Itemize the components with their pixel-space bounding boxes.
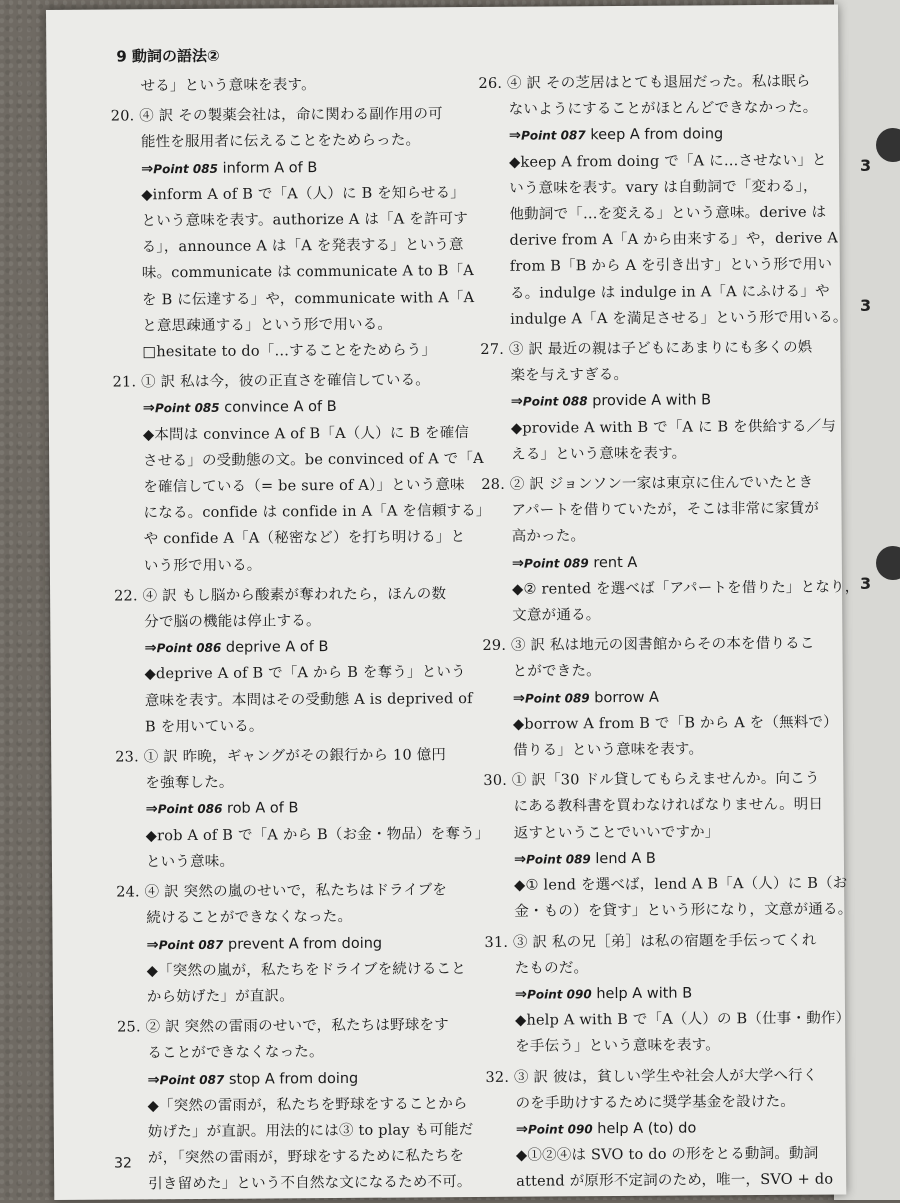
point-label: Point 090 (527, 1122, 593, 1137)
text-line: 分で脳の機能は停止する。 (144, 613, 321, 631)
point-phrase: rent A (593, 554, 638, 571)
explanation-line: や confide A「A（秘密など）を打ち明ける」と (143, 529, 466, 548)
point-phrase: inform A of B (222, 159, 318, 177)
question-line: 26. ④ 訳 その芝居はとても退屈だった。私は眠ら (478, 73, 811, 92)
explanation-line: ◆keep A from doing で「A に…させない」と (509, 152, 827, 171)
arrow-icon: ⇒ (510, 394, 523, 411)
point-phrase: lend A B (595, 850, 656, 868)
point-label: Point 089 (526, 852, 591, 867)
arrow-icon: ⇒ (147, 1071, 160, 1088)
answer-entry (112, 367, 491, 579)
answer-entry (482, 631, 838, 764)
question-line: 24. ④ 訳 突然の嵐のせいで，私たちはドライブを (116, 882, 448, 901)
arrow-icon: ⇒ (512, 690, 526, 707)
explanation-line: ◆「突然の雷雨が，私たちを野球をすることから (147, 1095, 468, 1115)
explanation-line: ◆①②④は SVO to do の形をとる動詞。動詞 (515, 1145, 819, 1164)
question-line: 31. ③ 訳 私の兄［弟］は私の宿題を手伝ってくれ (484, 932, 817, 951)
answer-entry (485, 1062, 834, 1195)
right-column (478, 69, 860, 1200)
grammar-point (483, 683, 823, 712)
grammar-point (482, 548, 822, 577)
point-label: Point 086 (157, 802, 223, 817)
point-label: Point 087 (158, 937, 224, 952)
point-phrase: borrow A (594, 689, 659, 706)
answer-entry (478, 69, 848, 333)
answer-entry (114, 581, 473, 741)
explanation-line: が，「突然の雷雨が，野球をするために私たちを (147, 1148, 465, 1167)
text-line: ないようにすることがほとんどできなかった。 (508, 99, 818, 118)
explanation-line: になる。confide は confide in A「A を信頼する」 (143, 503, 491, 522)
arrow-icon: ⇒ (146, 936, 159, 953)
text-line: たものだ。 (514, 959, 589, 977)
explanation-line: ◆rob A of B で「A から B（お金・物品）を奪う」 (145, 825, 490, 845)
explanation-line: 文意が通る。 (512, 607, 601, 624)
explanation-line: 金・もの）を貸す」という形になり，文意が通る。 (514, 901, 853, 921)
arrow-icon: ⇒ (141, 160, 154, 177)
answer-entry (483, 766, 853, 926)
explanation-line: る」，announce A は「A を発表する」という意 (141, 237, 464, 256)
text-line: 続けることができなくなった。 (146, 909, 353, 927)
arrow-icon: ⇒ (142, 400, 155, 417)
point-label: Point 087 (159, 1072, 225, 1087)
explanation-line: attend が原形不定詞のため，唯一，SVO + do (516, 1171, 834, 1191)
point-label: Point 086 (156, 641, 222, 656)
arrow-icon: ⇒ (513, 851, 527, 868)
point-phrase: provide A with B (592, 392, 712, 410)
adjacent-page-number: 3 (860, 574, 872, 593)
text-line: せる」という意味を表す。 (140, 77, 316, 95)
question-line: 28. ② 訳 ジョンソン一家は東京に住んでいたとき (481, 474, 814, 494)
text-line: 高かった。 (511, 528, 586, 546)
text-line: 楽を与えすぎる。 (510, 367, 629, 384)
grammar-point (113, 394, 453, 423)
explanation-line: を手伝う」という意味を表す。 (515, 1037, 720, 1056)
explanation-line: 借りる」という意味を表す。 (513, 741, 704, 759)
point-label: Point 087 (520, 128, 586, 144)
point-label: Point 089 (524, 690, 590, 706)
explanation-line: させる」の受動態の文。be convinced of A で「A (143, 450, 484, 470)
explanation-line: 意味を表す。本問はその受動態 A is deprived of (144, 690, 473, 709)
grammar-point (479, 121, 819, 150)
explanation-line: derive from A「A から由来する」や，derive A (509, 230, 839, 249)
point-phrase: prevent A from doing (227, 935, 383, 953)
question-line: 30. ① 訳「30 ドル貸してもらえませんか。向こう (483, 770, 820, 790)
text-line: 返すということでいいですか」 (513, 824, 720, 842)
adjacent-page-number: 3 (860, 156, 872, 175)
question-line: 29. ③ 訳 私は地元の図書館からその本を借りるこ (482, 635, 815, 655)
explanation-line: を確信している（= be sure of A）」という意味 (143, 477, 465, 496)
arrow-icon: ⇒ (144, 640, 157, 657)
question-line: 22. ④ 訳 もし脳から酸素が奪われたら，ほんの数 (114, 586, 447, 605)
explanation-line: ◆provide A with B で「A に B を供給する／与 (510, 418, 837, 437)
grammar-point (481, 387, 821, 416)
explanation-line: から妨げた」が直訳。 (146, 988, 294, 1006)
page-number: 32 (113, 1155, 132, 1172)
explanation-line: を B に伝達する」や，communicate with A「A (141, 289, 475, 308)
explanation-line: 他動詞で「…を変える」という意味。derive は (509, 204, 827, 223)
grammar-point (115, 795, 455, 824)
explanation-line: る。indulge は indulge in A「A にふける」や (509, 283, 830, 302)
arrow-icon: ⇒ (511, 555, 525, 572)
text-line: 能性を服用者に伝えることをためらった。 (140, 132, 421, 151)
question-line: 27. ③ 訳 最近の親は子どもにあまりにも多くの娯 (480, 339, 813, 359)
point-label: Point 085 (154, 401, 220, 416)
point-phrase: help A (to) do (597, 1120, 697, 1138)
grammar-point (111, 154, 451, 183)
answer-entry (110, 71, 450, 100)
book-page (46, 4, 860, 1200)
question-line: 32. ③ 訳 彼は，貧しい学生や社会人が大学へ行く (485, 1067, 818, 1086)
point-phrase: stop A from doing (228, 1070, 359, 1088)
text-line: のを手助けするために奨学基金を設けた。 (515, 1093, 796, 1112)
explanation-line: ◆deprive A of B で「A から B を奪う」という (144, 664, 466, 683)
point-label: Point 088 (522, 394, 588, 410)
point-label: Point 085 (153, 161, 218, 176)
grammar-point (484, 844, 824, 873)
explanation-line: B を用いている。 (144, 718, 264, 736)
grammar-point (116, 930, 456, 959)
point-phrase: rob A of B (226, 800, 299, 818)
point-phrase: deprive A of B (225, 639, 329, 657)
question-line: 20. ④ 訳 その製薬会社は，命に関わる副作用の可 (110, 106, 443, 125)
arrow-icon: ⇒ (508, 128, 522, 145)
explanation-line: ◆① lend を選べば，lend A B「A（人）に B（お (514, 875, 848, 894)
explanation-line: という意味。 (145, 853, 235, 871)
question-line: 23. ① 訳 昨晩，ギャングがその銀行から 10 億円 (115, 747, 447, 766)
text-line: アパートを借りていたが，そこは非常に家賃が (511, 500, 820, 520)
text-line: ることができなくなった。 (147, 1044, 324, 1062)
answer-entry (484, 927, 851, 1060)
grammar-point (117, 1065, 457, 1094)
explanation-line: 引き留めた」という不自然な文になるため不可。 (148, 1174, 472, 1193)
answer-entry (117, 1012, 474, 1198)
explanation-line: ◆borrow A from B で「B から A を（無料で） (512, 714, 838, 733)
grammar-point (486, 1115, 826, 1144)
question-line: 25. ② 訳 突然の雷雨のせいで，私たちは野球をす (117, 1017, 449, 1036)
arrow-icon: ⇒ (145, 801, 158, 818)
explanation-line: 妨げた」が直訳。用法的には③ to play も可能だ (147, 1121, 474, 1141)
answer-entry (480, 335, 837, 468)
point-label: Point 089 (523, 555, 589, 571)
point-label: Point 090 (526, 987, 592, 1002)
explanation-line: える」という意味を表す。 (511, 445, 687, 463)
question-line: 21. ① 訳 私は今，彼の正直さを確信している。 (112, 372, 431, 391)
explanation-line: ◆「突然の嵐が，私たちをドライブを続けること (146, 960, 466, 980)
grammar-point (114, 633, 454, 662)
adjacent-page-number: 3 (860, 296, 872, 315)
explanation-line: indulge A「A を満足させる」という形で用いる。 (510, 309, 848, 328)
answer-entry (116, 877, 466, 1010)
explanation-line: ◆inform A of B で「A（人）に B を知らせる」 (141, 184, 466, 204)
explanation-line: ◆② rented を選べば「アパートを借りた」となり， (512, 579, 860, 598)
answer-entry (110, 101, 475, 365)
explanation-line: □hesitate to do「…することをためらう」 (142, 342, 437, 361)
arrow-icon: ⇒ (514, 986, 528, 1003)
answer-entry (115, 742, 490, 875)
text-line: とができた。 (512, 663, 601, 681)
answer-entry (481, 470, 860, 630)
explanation-line: いう意味を表す。vary は自動詞で「変わる」， (509, 178, 818, 197)
grammar-point (485, 979, 825, 1008)
explanation-line: いう形で用いる。 (143, 557, 262, 574)
left-column (110, 71, 491, 1202)
explanation-line: という意味を表す。authorize A は「A を許可す (141, 211, 469, 230)
explanation-line: ◆本問は convince A of B「A（人）に B を確信 (142, 424, 470, 443)
arrow-icon: ⇒ (515, 1121, 529, 1138)
point-phrase: keep A from doing (590, 126, 724, 144)
point-phrase: convince A of B (224, 399, 337, 417)
explanation-line: 味。communicate は communicate A to B「A (141, 263, 474, 282)
text-line: を強奪した。 (145, 774, 234, 792)
point-phrase: help A with B (596, 985, 693, 1003)
chapter-header: 9 動詞の語法② (116, 46, 220, 66)
explanation-line: と意思疎通する」という形で用いる。 (142, 316, 393, 335)
explanation-line: from B「B から A を引き出す」という形で用い (509, 256, 833, 276)
text-line: にある教科書を買わなければなりません。明日 (513, 797, 824, 816)
explanation-line: ◆help A with B で「A（人）の B（仕事・動作） (515, 1010, 851, 1029)
